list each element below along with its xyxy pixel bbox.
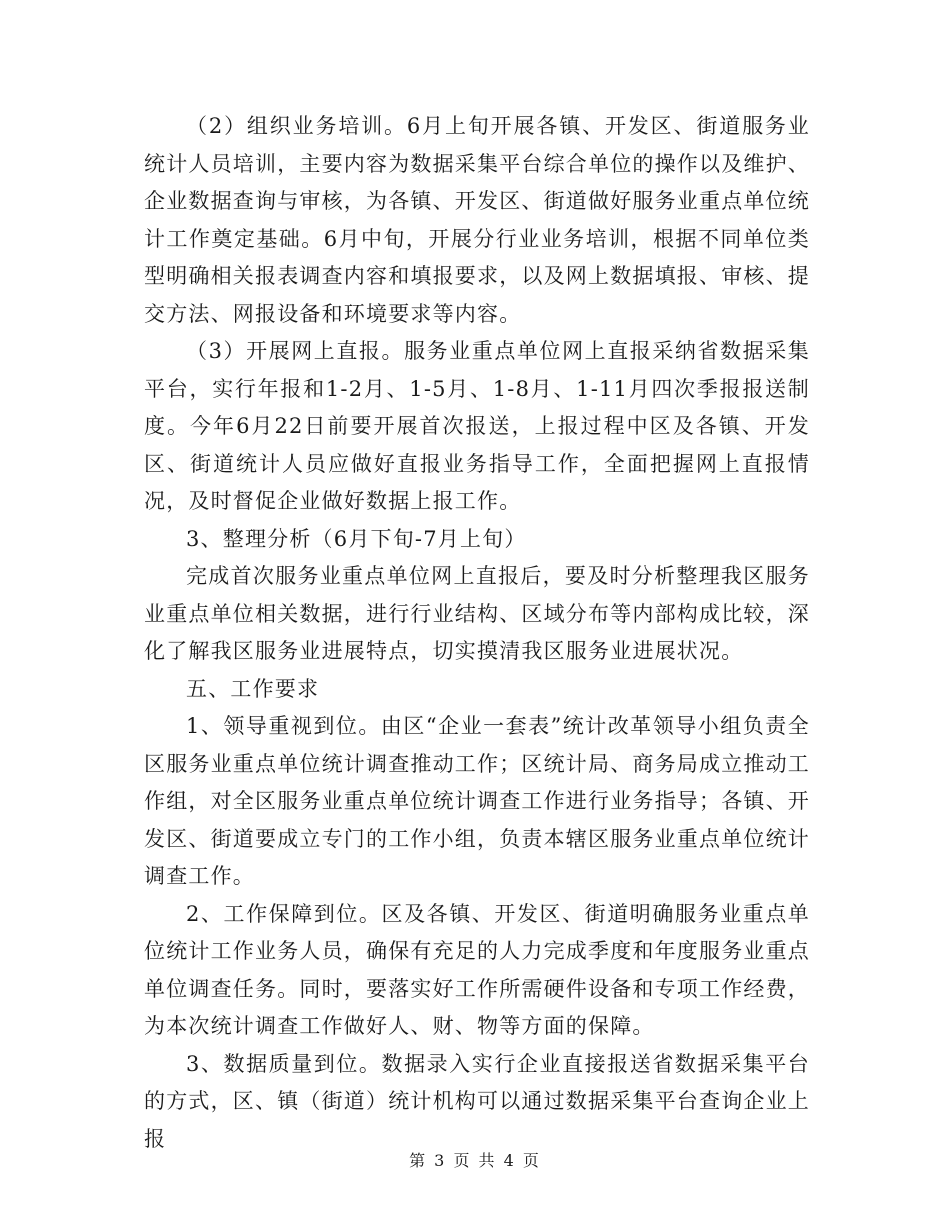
heading-analysis: 3、整理分析（6月下旬-7月上旬） — [186, 526, 527, 551]
paragraph-training: （2）组织业务培训。6月上旬开展各镇、开发区、街道服务业统计人员培训，主要内容为数据采集平台综合单位的操作以及维护、企业数据查询与审核，为各镇、开发区、街道做好服务业重点单位统计工作奠定基础。6月中旬，开展分行业业务培训，根据不同单位类型明确相关报表调查内容和填报要求，以及网上数据填报、审核、提交方法、网报设备和环境要求等内容。 — [144, 114, 810, 326]
paragraph-support: 2、工作保障到位。区及各镇、开发区、街道明确服务业重点单位统计工作业务人员，确保有充足的人力完成季度和年度服务业重点单位调查任务。同时，要落实好工作所需硬件设备和专项工作经费，为本次统计调查工作做好人、财、物等方面的保障。 — [144, 901, 810, 1038]
paragraph-leadership: 1、领导重视到位。由区“企业一套表”统计改革领导小组负责全区服务业重点单位统计调查推动工作；区统计局、商务局成立推动工作组，对全区服务业重点单位统计调查工作进行业务指导；各镇、开发区、街道要成立专门的工作小组，负责本辖区服务业重点单位统计调查工作。 — [144, 714, 810, 888]
page-number-footer: 第 3 页 共 4 页 — [409, 1151, 541, 1170]
heading-requirements: 五、工作要求 — [186, 676, 320, 701]
paragraph-data-quality: 3、数据质量到位。数据录入实行企业直接报送省数据采集平台的方式，区、镇（街道）统计机构可以通过数据采集平台查询企业上报 — [144, 1051, 810, 1151]
paragraph-analysis: 完成首次服务业重点单位网上直报后，要及时分析整理我区服务业重点单位相关数据，进行行业结构、区域分布等内部构成比较，深化了解我区服务业进展特点，切实摸清我区服务业进展状况。 — [144, 564, 810, 663]
paragraph-online-reporting: （3）开展网上直报。服务业重点单位网上直报采纳省数据采集平台，实行年报和1-2月、1-5月、1-8月、1-11月四次季报报送制度。今年6月22日前要开展首次报送，上报过程中区及各镇、开发区、街道统计人员应做好直报业务指导工作，全面把握网上直报情况，及时督促企业做好数据上报工作。 — [144, 339, 810, 513]
document-body — [144, 108, 810, 1158]
